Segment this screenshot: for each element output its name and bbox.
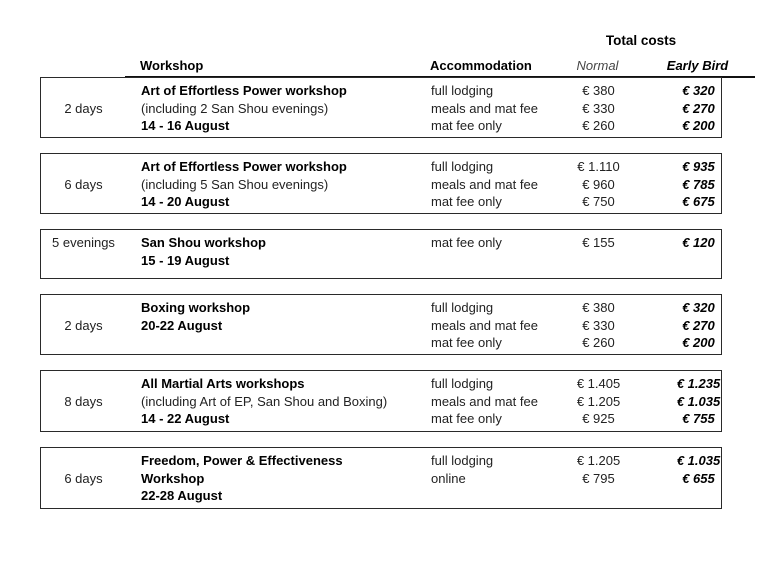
workshop-price-block [40, 370, 722, 432]
early-bird-price: € 655 [682, 470, 715, 486]
early-bird-price: € 935 [682, 159, 715, 174]
workshop-line: 20-22 August [141, 317, 223, 333]
workshop-cell [141, 82, 441, 135]
duration-cell [41, 375, 126, 410]
normal-price: € 1.405 [576, 376, 621, 391]
accommodation-line: full lodging [431, 159, 494, 174]
spacer-line [41, 452, 126, 470]
accommodation-cell [431, 452, 561, 487]
accommodation-line: mat fee only [431, 335, 502, 350]
early-bird-price: € 120 [682, 235, 715, 250]
accommodation-line: meals and mat fee [431, 176, 538, 192]
duration-cell [41, 234, 126, 252]
column-header-workshop: Workshop [140, 58, 204, 73]
normal-price: € 1.205 [576, 453, 621, 468]
workshop-line: All Martial Arts workshops [141, 376, 305, 391]
normal-price-cell [556, 299, 641, 352]
duration-cell [41, 158, 126, 193]
early-bird-price: € 200 [682, 335, 715, 350]
column-header-row [125, 55, 755, 78]
normal-price: € 260 [582, 118, 615, 133]
workshop-line: 14 - 20 August [141, 194, 230, 209]
spacer-line [41, 158, 126, 176]
workshop-cell [141, 158, 441, 211]
workshop-line: Art of Effortless Power workshop [141, 159, 347, 174]
workshop-cell [141, 299, 441, 334]
accommodation-line: online [431, 470, 466, 486]
duration-label: 5 evenings [52, 235, 115, 250]
workshop-price-block [40, 294, 722, 355]
early-bird-price: € 270 [682, 317, 715, 333]
accommodation-line: mat fee only [431, 235, 502, 250]
normal-price: € 1.205 [576, 393, 621, 409]
duration-cell [41, 299, 126, 334]
workshop-line: (including 5 San Shou evenings) [141, 176, 329, 192]
total-costs-heading: Total costs [605, 33, 677, 48]
early-bird-price: € 675 [682, 194, 715, 209]
duration-label: 6 days [64, 470, 103, 486]
normal-price: € 925 [582, 411, 615, 426]
accommodation-cell [431, 375, 561, 428]
accommodation-cell [431, 299, 561, 352]
workshop-line: 14 - 22 August [141, 411, 230, 426]
accommodation-line: full lodging [431, 300, 494, 315]
early-bird-price-cell [641, 299, 756, 352]
duration-label: 2 days [64, 100, 103, 116]
normal-price: € 750 [582, 194, 615, 209]
accommodation-line: meals and mat fee [431, 317, 538, 333]
duration-label: 6 days [64, 176, 103, 192]
early-bird-price: € 200 [682, 118, 715, 133]
early-bird-price: € 320 [682, 300, 715, 315]
workshop-line: Freedom, Power & Effectiveness [141, 453, 343, 468]
normal-price: € 155 [582, 235, 615, 250]
normal-price: € 330 [582, 100, 615, 116]
workshop-price-block [40, 229, 722, 279]
column-header-early-bird-price: Early Bird [666, 58, 729, 73]
normal-price: € 330 [582, 317, 615, 333]
workshop-line: Art of Effortless Power workshop [141, 83, 347, 98]
column-header-accommodation: Accommodation [430, 58, 532, 73]
workshop-cell [141, 234, 441, 269]
normal-price: € 960 [582, 176, 615, 192]
workshop-cell [141, 375, 441, 428]
workshop-line: 14 - 16 August [141, 118, 230, 133]
spacer-line [41, 299, 126, 317]
early-bird-price: € 1.235 [676, 376, 721, 391]
workshop-price-block [40, 153, 722, 214]
workshop-line: Boxing workshop [141, 300, 251, 315]
spacer-line [41, 82, 126, 100]
early-bird-price: € 270 [682, 100, 715, 116]
normal-price-cell [556, 82, 641, 135]
normal-price-cell [556, 234, 641, 252]
early-bird-price: € 1.035 [676, 393, 721, 409]
workshop-line: Workshop [141, 470, 205, 486]
early-bird-price-cell [641, 375, 756, 428]
duration-label: 8 days [64, 393, 103, 409]
early-bird-price: € 1.035 [676, 453, 721, 468]
early-bird-price-cell [641, 234, 756, 252]
accommodation-cell [431, 158, 561, 211]
accommodation-line: mat fee only [431, 118, 502, 133]
accommodation-line: full lodging [431, 83, 494, 98]
normal-price: € 380 [582, 300, 615, 315]
accommodation-line: meals and mat fee [431, 393, 538, 409]
normal-price-cell [556, 375, 641, 428]
accommodation-line: mat fee only [431, 194, 502, 209]
accommodation-cell [431, 82, 561, 135]
normal-price: € 380 [582, 83, 615, 98]
normal-price-cell [556, 158, 641, 211]
workshop-line: (including 2 San Shou evenings) [141, 100, 329, 116]
column-header-normal-price: Normal [576, 58, 619, 73]
workshop-price-block [40, 77, 722, 138]
accommodation-line: full lodging [431, 453, 494, 468]
spacer-line [41, 375, 126, 393]
normal-price: € 260 [582, 335, 615, 350]
workshop-line: (including Art of EP, San Shou and Boxing) [141, 393, 388, 409]
workshop-line: 22-28 August [141, 488, 223, 503]
early-bird-price-cell [641, 452, 756, 487]
early-bird-price: € 755 [682, 411, 715, 426]
normal-price-cell [556, 452, 641, 487]
early-bird-price: € 785 [682, 176, 715, 192]
workshop-line: 15 - 19 August [141, 252, 230, 268]
workshop-line: San Shou workshop [141, 235, 266, 250]
normal-price: € 795 [582, 470, 615, 486]
workshop-price-block [40, 447, 722, 509]
early-bird-price: € 320 [682, 83, 715, 98]
price-blocks [40, 77, 722, 524]
accommodation-line: full lodging [431, 376, 494, 391]
accommodation-cell [431, 234, 561, 252]
accommodation-line: meals and mat fee [431, 100, 538, 116]
accommodation-line: mat fee only [431, 411, 502, 426]
duration-label: 2 days [64, 317, 103, 333]
workshop-cell [141, 452, 441, 505]
early-bird-price-cell [641, 158, 756, 211]
duration-cell [41, 82, 126, 117]
duration-cell [41, 452, 126, 487]
normal-price: € 1.110 [577, 159, 620, 174]
early-bird-price-cell [641, 82, 756, 135]
